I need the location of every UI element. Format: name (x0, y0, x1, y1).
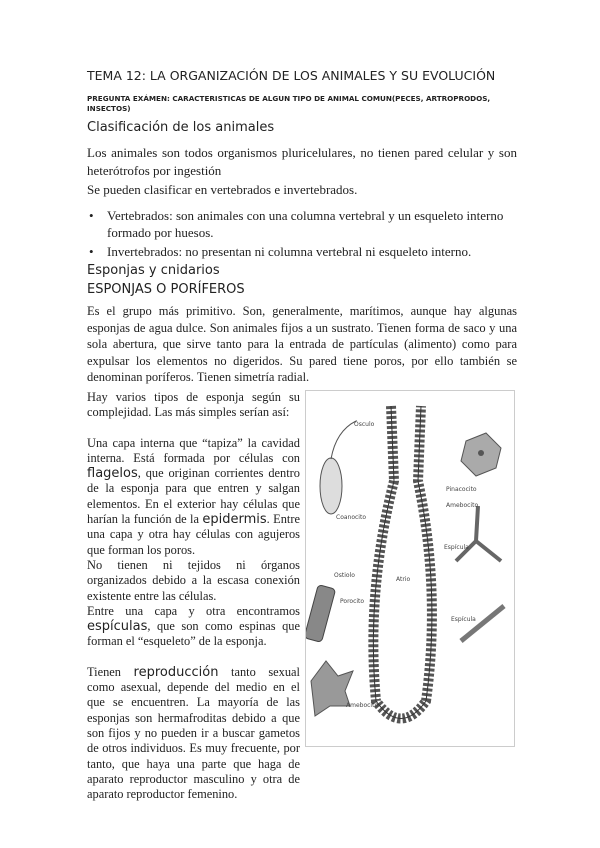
paragraph: Una capa interna que “tapiza” la cavidad interna. Está formada por células con flagelos, que originan corrientes dentro de la esponja para que entren y salgan elementos. En el exterior hay células que harían la función de la epidermis. Entre una capa y otra hay células con agujeros que forman los poros. (87, 435, 300, 557)
bullet-text: Invertebrados: no presentan ni columna vertebral ni esqueleto interno. (107, 244, 472, 259)
paragraph: Hay varios tipos de esponja según su complejidad. Las más simples serían así: (87, 390, 300, 420)
bullet-item: • Invertebrados: no presentan ni columna vertebral ni esqueleto interno. (89, 243, 509, 260)
subsection-heading: ESPONJAS O PORÍFEROS (87, 282, 245, 297)
bullet-text: Vertebrados: son animales con una columna vertebral y un esqueleto interno formado por huesos. (107, 208, 504, 240)
text-column (87, 390, 300, 802)
section-heading: Esponjas y cnidarios (87, 263, 220, 278)
paragraph: Los animales son todos organismos pluricelulares, no tienen pared celular y son heterótrofos por ingestión (87, 145, 517, 178)
figure-label: Amebocito (346, 702, 379, 709)
figure-label: Atrio (396, 576, 411, 583)
figure-label: Ósculo (354, 421, 375, 428)
figure-label: Espícula (451, 616, 476, 623)
bullet-item: • Vertebrados: son animales con una columna vertebral y un esqueleto interno formado por huesos. (89, 207, 509, 241)
exam-question: PREGUNTA EXÁMEN: CARACTERISTICAS DE ALGUN TIPO DE ANIMAL COMUN(PECES, ARTROPRODOS, INSECTOS) (87, 94, 491, 113)
figure-label: Coanocito (336, 514, 366, 521)
sponge-diagram (305, 390, 515, 747)
section-heading: Clasificación de los animales (87, 120, 275, 135)
paragraph: Es el grupo más primitivo. Son, generalmente, marítimos, aunque hay algunas esponjas de agua dulce. Son animales fijos a un sustrato. Tienen forma de saco y una sola abertura, que sirve tanto para la entrada de partículas (alimento) como para expulsar los elementos no digeridos. Su pared tiene poros, por ello también se denominan poríferos. Tienen simetría radial. (87, 304, 517, 384)
figure-label: Porocito (340, 598, 365, 605)
paragraph: Se pueden clasificar en vertebrados e invertebrados. (87, 182, 358, 197)
paragraph: Entre una capa y otra encontramos espículas, que son como espinas que forman el “esqueleto” de la esponja. (87, 603, 300, 649)
page-title: TEMA 12: LA ORGANIZACIÓN DE LOS ANIMALES Y SU EVOLUCIÓN (87, 68, 496, 83)
figure-label: Pinacocito (446, 486, 477, 493)
paragraph: Tienen reproducción tanto sexual como asexual, depende del medio en el que se encuentren. La mayoría de las esponjas son hermafroditas debido a que son fijos y no pueden ir a buscar gametos de otros individuos. Es muy frecuente, por tanto, que haya una parte que haga de aparato reproductor masculino y otra de aparato reproductor femenino. (87, 664, 300, 802)
figure-label: Amebocito (446, 502, 479, 509)
figure-label: Ostiolo (334, 572, 355, 579)
paragraph: No tienen ni tejidos ni órganos organizados debido a la escasa conexión existente entre las células. (87, 557, 300, 603)
figure-label: Espícula (444, 544, 469, 551)
